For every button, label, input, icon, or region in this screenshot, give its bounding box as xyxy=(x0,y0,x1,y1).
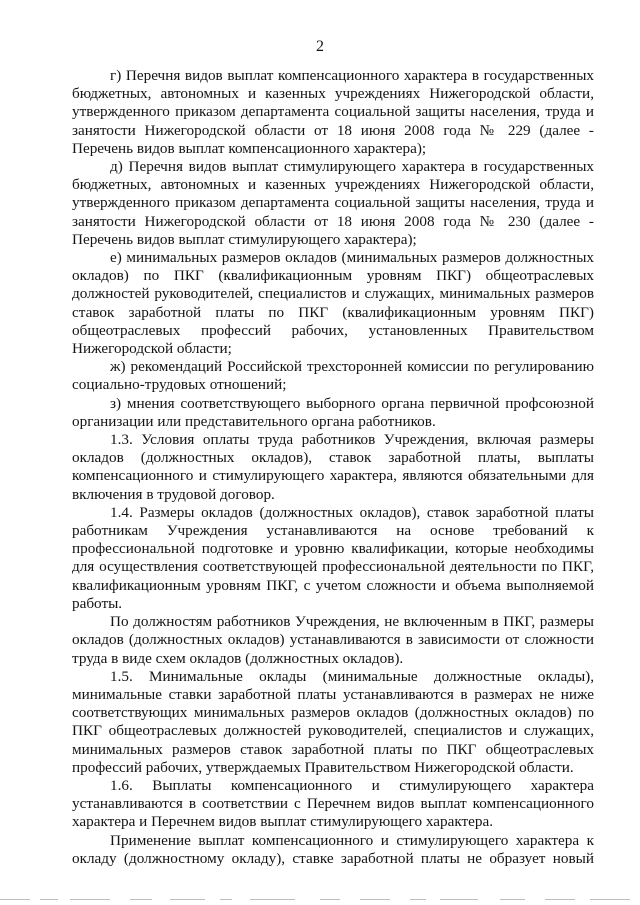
text-line: 1.6. Выплаты компенсационного и стимулирующего характера xyxy=(110,776,594,794)
text-line: занятости Нижегородской области от 18 июня 2008 года № 230 (далее - xyxy=(72,212,594,230)
scan-edge-artifact xyxy=(0,893,640,905)
text-line: характера и Перечнем видов выплат стимулирующего характера. xyxy=(72,813,494,831)
scan-dash xyxy=(40,899,58,900)
text-line: квалификационным уровням ПКГ, с учетом сложности и объема выполняемой xyxy=(72,576,594,594)
text-line: занятости Нижегородской области от 18 июня 2008 года № 229 (далее - xyxy=(72,121,594,139)
paragraph xyxy=(72,249,594,358)
paragraph xyxy=(72,613,594,668)
paragraph xyxy=(72,358,594,394)
scan-dash xyxy=(170,899,205,900)
text-line: для осуществления соответствующей профессиональной деятельности по ПКГ, xyxy=(72,558,594,576)
paragraph xyxy=(72,395,594,431)
text-line: труда в виде схем окладов (должностных окладов). xyxy=(72,649,404,667)
text-line: окладу (должностному окладу), ставке заработной платы не образует новый xyxy=(72,849,594,867)
text-line: 1.4. Размеры окладов (должностных окладов), ставок заработной платы xyxy=(110,503,594,521)
paragraph xyxy=(72,777,594,832)
text-line: 1.5. Минимальные оклады (минимальные должностные оклады), xyxy=(110,667,594,685)
text-line: окладов (должностных окладов), ставок заработной платы, выплаты xyxy=(72,449,594,467)
text-line: работникам Учреждения устанавливаются на основе требований к xyxy=(72,522,594,540)
scan-dash xyxy=(70,899,110,900)
scan-dash xyxy=(130,899,152,900)
text-line: Применение выплат компенсационного и стимулирующего характера к xyxy=(110,831,594,849)
text-line: ж) рекомендаций Российской трехсторонней комиссии по регулированию xyxy=(110,358,594,376)
scan-dash xyxy=(500,899,525,900)
text-line: социально-трудовых отношений; xyxy=(72,376,287,394)
text-line: минимальных размеров ставок заработной платы по ПКГ общеотраслевых xyxy=(72,740,594,758)
text-line: Перечень видов выплат компенсационного характера); xyxy=(72,139,427,157)
text-line: окладов (должностных окладов) устанавливаются в зависимости от сложности xyxy=(72,631,594,649)
text-line: ставок заработной платы по ПКГ (квалификационным уровням ПКГ) xyxy=(72,303,594,321)
scan-dash xyxy=(220,899,232,900)
text-line: включения в трудовой договор. xyxy=(72,485,275,503)
text-line: г) Перечня видов выплат компенсационного характера в государственных xyxy=(110,67,594,84)
paragraph xyxy=(72,431,594,504)
text-line: организации или представительного органа работников. xyxy=(72,412,436,430)
text-line: соответствующих минимальных размеров окладов (должностных окладов) по xyxy=(72,704,594,722)
text-line: минимальные ставки заработной платы устанавливаются в размерах не ниже xyxy=(72,685,594,703)
paragraph xyxy=(72,832,594,868)
paragraph xyxy=(72,67,594,158)
scan-dash xyxy=(360,899,390,900)
scan-dash xyxy=(250,899,295,900)
paragraph xyxy=(72,158,594,249)
text-line: д) Перечня видов выплат стимулирующего характера в государственных xyxy=(110,158,594,176)
page-number: 2 xyxy=(316,38,324,55)
scan-dash xyxy=(545,899,575,900)
text-line: бюджетных, автономных и казенных учреждениях Нижегородской области, xyxy=(72,85,594,103)
paragraph xyxy=(72,504,594,613)
document-body xyxy=(72,67,594,868)
text-line: окладов) по ПКГ (квалификационным уровням ПКГ) общеотраслевых xyxy=(72,267,594,285)
paragraph xyxy=(72,668,594,777)
text-line: Нижегородской области; xyxy=(72,340,232,358)
text-line: 1.3. Условия оплаты труда работников Учреждения, включая размеры xyxy=(110,431,594,449)
scan-dash xyxy=(440,899,478,900)
scan-dash xyxy=(410,899,426,900)
text-line: профессий рабочих, утверждаемых Правительством Нижегородской области. xyxy=(72,758,574,776)
text-line: работы. xyxy=(72,594,123,612)
scan-dash xyxy=(590,899,630,900)
text-line: Перечень видов выплат стимулирующего характера); xyxy=(72,230,417,248)
text-line: должностей руководителей, специалистов и служащих, минимальных размеров xyxy=(72,285,594,303)
text-line: з) мнения соответствующего выборного органа первичной профсоюзной xyxy=(110,394,594,412)
scan-dash xyxy=(0,899,30,900)
text-line: устанавливаются в соответствии с Перечнем видов выплат компенсационного xyxy=(72,795,594,813)
text-line: утвержденного приказом департамента социальной защиты населения, труда и xyxy=(72,103,594,121)
text-line: ПКГ общеотраслевых должностей руководителей, специалистов и служащих, xyxy=(72,722,594,740)
text-line: профессиональной подготовке и уровню квалификации, которые необходимы xyxy=(72,540,594,558)
text-line: е) минимальных размеров окладов (минимальных размеров должностных xyxy=(110,249,594,267)
text-line: бюджетных, автономных и казенных учреждениях Нижегородской области, xyxy=(72,176,594,194)
text-line: По должностям работников Учреждения, не включенным в ПКГ, размеры xyxy=(110,613,594,631)
scan-dash xyxy=(320,899,340,900)
text-line: утвержденного приказом департамента социальной защиты населения, труда и xyxy=(72,194,594,212)
text-line: общеотраслевых профессий рабочих, установленных Правительством xyxy=(72,321,594,339)
text-line: компенсационного и стимулирующего характера, являются обязательными для xyxy=(72,467,594,485)
